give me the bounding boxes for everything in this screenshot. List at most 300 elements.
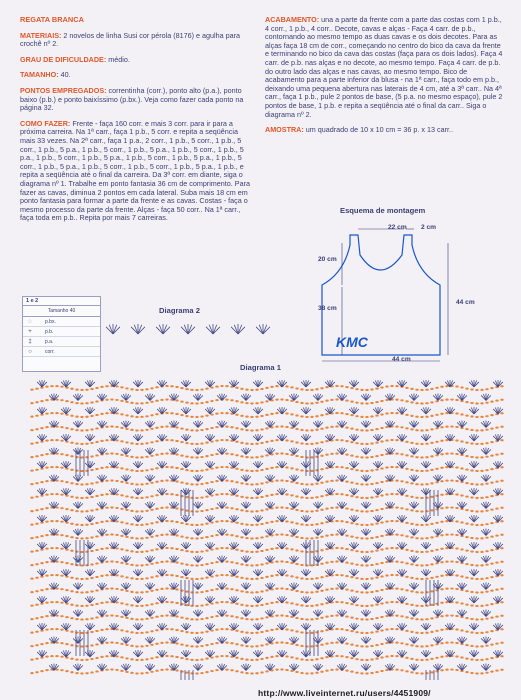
legend-symbol: +: [28, 328, 32, 335]
shell-stitch: [469, 434, 479, 441]
shell-stitch: [349, 380, 359, 387]
shell-stitch: [229, 569, 239, 576]
shell-stitch: [409, 448, 419, 455]
shell-stitch: [301, 623, 311, 630]
shell-stitch: [481, 610, 491, 617]
shell-stitch: [145, 448, 155, 455]
shell-stitch: [181, 650, 191, 657]
diagram-2-title: Diagrama 2: [159, 306, 200, 315]
source-url: http://www.liveinternet.ru/users/4451909/: [258, 688, 431, 698]
shell-stitch: [481, 637, 491, 644]
finishing-text: una a parte da frente com a parte das costas com 1 p.b., 4 corr., 1 p.b., 4 corr.. Decote, cavas e alças - Faça 4 carr. de p.b., contornando ao mesmo tempo as duas cavas e os dois decotes. Para as alças faça 18 cm de corr., começando no centro do bico da cava da frente e terminando no bico da cava das costas (faça para os dois lados). Faça 4 carr. de p.b. nas alças e no decote, ao mesmo tempo. Faça 4 carr. de p.b. do outro lado das alças e nas cavas, ao mesmo tempo. Bico de acabamento para a parte inferior da blusa - na 1ª carr., faça todo em p.b., deixando uma pequena abertura nas laterais de 4 cm, até a 3ª carr.. Na 4ª carr., faça 1 p.b., pule 2 pontos de base, (5 p.a. no mesmo espaço), pule 2 pontos de base, 1 p.b. e repita a seqüência até o final da carr.. Siga o diagrama nº 2.: [265, 15, 503, 119]
shell-stitch: [205, 596, 215, 603]
shell-stitch: [373, 542, 383, 549]
shell-stitch: [193, 502, 203, 509]
stitches-text: correntinha (corr.), ponto alto (p.a.), ponto baixo (p.b.) e ponto baixíssimo (p.bx.). Veja como fazer cada ponto na página 32.: [20, 85, 244, 113]
shell-stitch: [361, 583, 371, 590]
shell-stitch: [133, 380, 143, 387]
shell-stitch: [37, 380, 47, 387]
shell-stitch: [85, 515, 95, 522]
shell-stitch: [481, 502, 491, 509]
shell-stitch: [121, 394, 131, 401]
shell-stitch: [253, 434, 263, 441]
shell-stitch: [289, 421, 299, 428]
legend-row: [23, 337, 100, 347]
instructions-section: [20, 120, 252, 223]
shell-stitch: [409, 583, 419, 590]
shell-stitch: [229, 461, 239, 468]
shell-stitch: [121, 583, 131, 590]
shell-stitch: [145, 610, 155, 617]
shell-stitch: [361, 448, 371, 455]
shell-stitch: [409, 637, 419, 644]
shell-stitch: [241, 529, 251, 536]
finishing-section: [265, 16, 505, 119]
shell-stitch: [85, 434, 95, 441]
shell-stitch: [241, 610, 251, 617]
shell-stitch: [481, 583, 491, 590]
shell-stitch: [85, 488, 95, 495]
dim-width: 44 cm: [392, 356, 411, 363]
shell-stitch: [313, 394, 323, 401]
shell-stitch: [205, 380, 215, 387]
shell-stitch: [409, 664, 419, 671]
shell-stitch: [121, 448, 131, 455]
shell-stitch: [265, 664, 275, 671]
shell-stitch: [457, 394, 467, 401]
shell-stitch: [349, 461, 359, 468]
size-section: [20, 71, 252, 80]
shell-stitch: [229, 434, 239, 441]
shell-stitch: [361, 394, 371, 401]
shell-stitch: [313, 502, 323, 509]
shell-stitch: [241, 664, 251, 671]
shell-stitch: [469, 542, 479, 549]
gauge-heading: AMOSTRA:: [265, 125, 304, 135]
shell-stitch: [145, 664, 155, 671]
materials-heading: MATERIAIS:: [20, 30, 62, 40]
shell-stitch: [193, 664, 203, 671]
shell-stitch: [241, 394, 251, 401]
legend-label: p.bx.: [45, 318, 56, 325]
stitch-legend: [22, 296, 101, 372]
shell-stitch: [37, 569, 47, 576]
diagram-1-title: Diagrama 1: [240, 363, 281, 372]
shell-stitch: [205, 434, 215, 441]
shell-stitch: [241, 583, 251, 590]
shell-stitch: [73, 475, 83, 482]
shell-stitch: [241, 475, 251, 482]
shell-stitch: [241, 448, 251, 455]
shell-stitch: [289, 664, 299, 671]
legend-symbol: ○: [28, 348, 32, 355]
shell-stitch: [181, 542, 191, 549]
shell-stitch: [253, 515, 263, 522]
difficulty-text: médio.: [108, 54, 130, 64]
difficulty-heading: GRAU DE DIFICULDADE:: [20, 54, 107, 64]
shell-stitch: [181, 407, 191, 414]
shell-stitch: [133, 461, 143, 468]
shell-stitch: [205, 488, 215, 495]
shell-stitch: [181, 515, 191, 522]
shell-stitch: [37, 623, 47, 630]
shell-stitch: [361, 637, 371, 644]
shell-stitch: [133, 569, 143, 576]
size-text: 40.: [60, 70, 71, 80]
shell-stitch: [85, 569, 95, 576]
shell-stitch: [373, 515, 383, 522]
shell-stitch: [289, 610, 299, 617]
shell-stitch: [121, 502, 131, 509]
shell-stitch: [241, 502, 251, 509]
shell-stitch: [481, 529, 491, 536]
shell-stitch: [349, 542, 359, 549]
dim-height: 44 cm: [456, 299, 475, 306]
shell-stitch: [241, 556, 251, 563]
shell-stitch: [193, 610, 203, 617]
shell-stitch: [229, 542, 239, 549]
shell-stitch: [73, 610, 83, 617]
shell-stitch: [361, 421, 371, 428]
shell-stitch: [265, 583, 275, 590]
shell-stitch: [457, 502, 467, 509]
dim-strap: 2 cm: [421, 224, 437, 231]
shell-stitch: [265, 394, 275, 401]
shell-stitch: [205, 623, 215, 630]
shell-stitch: [133, 488, 143, 495]
shell-stitch: [85, 596, 95, 603]
shell-stitch: [37, 407, 47, 414]
shell-stitch: [121, 637, 131, 644]
shell-stitch: [373, 407, 383, 414]
stitches-section: [20, 87, 252, 113]
shell-stitch: [361, 502, 371, 509]
shell-stitch: [265, 421, 275, 428]
finishing-heading: ACABAMENTO:: [265, 15, 320, 24]
shell-stitch: [361, 664, 371, 671]
shell-stitch: [349, 569, 359, 576]
shell-stitch: [457, 637, 467, 644]
shell-stitch: [37, 650, 47, 657]
legend-row: [23, 347, 100, 357]
shell-stitch: [253, 461, 263, 468]
shell-stitch: [421, 407, 431, 414]
shell-stitch: [349, 596, 359, 603]
shell-stitch: [181, 461, 191, 468]
shell-stitch: [301, 488, 311, 495]
shell-stitch: [373, 380, 383, 387]
chain-row: [30, 655, 503, 661]
shell-stitch: [373, 596, 383, 603]
dim-neckline: 22 cm: [388, 224, 407, 231]
shell-stitch: [85, 623, 95, 630]
shell-stitch: [253, 569, 263, 576]
shell-stitch: [73, 583, 83, 590]
shell-stitch: [181, 623, 191, 630]
shell-stitch: [121, 610, 131, 617]
shell-stitch: [253, 380, 263, 387]
chain-row: [30, 628, 503, 634]
shell-stitch: [193, 394, 203, 401]
shell-stitch: [133, 407, 143, 414]
shell-stitch: [409, 610, 419, 617]
shell-stitch: [361, 529, 371, 536]
shell-stitch: [349, 650, 359, 657]
shell-stitch: [181, 596, 191, 603]
shell-stitch: [373, 623, 383, 630]
shell-stitch: [145, 502, 155, 509]
shell-stitch: [145, 583, 155, 590]
chain-row: [30, 574, 503, 580]
shell-stitch: [229, 650, 239, 657]
shell-stitch: [289, 475, 299, 482]
diagram-2-edging: [103, 318, 273, 338]
shell-stitch: [85, 542, 95, 549]
shell-stitch: [121, 664, 131, 671]
shell-stitch: [73, 448, 83, 455]
shell-stitch: [193, 583, 203, 590]
chain-row: [30, 439, 503, 445]
shell-stitch: [265, 556, 275, 563]
shell-stitch: [469, 461, 479, 468]
shell-stitch: [313, 610, 323, 617]
shell-stitch: [73, 637, 83, 644]
edging-fan: [156, 324, 170, 334]
edging-fan: [131, 324, 145, 334]
shell-stitch: [121, 529, 131, 536]
shell-stitch: [145, 556, 155, 563]
shell-stitch: [205, 461, 215, 468]
shell-stitch: [289, 583, 299, 590]
shell-stitch: [253, 596, 263, 603]
edging-fan: [256, 324, 270, 334]
shell-stitch: [301, 380, 311, 387]
pattern-title: REGATA BRANCA: [20, 15, 84, 24]
shell-stitch: [121, 421, 131, 428]
tank-top-schematic: [300, 215, 490, 365]
legend-row: [23, 317, 100, 327]
shell-stitch: [421, 569, 431, 576]
shell-stitch: [481, 664, 491, 671]
shell-stitch: [229, 596, 239, 603]
shell-stitch: [421, 380, 431, 387]
shell-stitch: [301, 434, 311, 441]
shell-stitch: [193, 529, 203, 536]
shell-stitch: [313, 421, 323, 428]
shell-stitch: [73, 394, 83, 401]
shell-stitch: [37, 596, 47, 603]
shell-stitch: [133, 434, 143, 441]
shell-stitch: [421, 650, 431, 657]
legend-symbol: ◌: [28, 318, 32, 325]
instructions-heading: COMO FAZER:: [20, 118, 71, 128]
legend-label: corr.: [45, 348, 55, 355]
shell-stitch: [85, 380, 95, 387]
shell-stitch: [73, 664, 83, 671]
shell-stitch: [181, 380, 191, 387]
shell-stitch: [373, 569, 383, 576]
shell-stitch: [373, 434, 383, 441]
shell-stitch: [37, 515, 47, 522]
shell-stitch: [73, 421, 83, 428]
shell-stitch: [349, 515, 359, 522]
shell-stitch: [469, 650, 479, 657]
brand-logo: KMC: [336, 334, 368, 350]
shell-stitch: [349, 623, 359, 630]
shell-stitch: [313, 529, 323, 536]
shell-stitch: [145, 475, 155, 482]
shell-stitch: [349, 488, 359, 495]
edging-fan: [231, 324, 245, 334]
shell-stitch: [469, 407, 479, 414]
legend-label: p.b.: [45, 328, 54, 335]
shell-stitch: [229, 407, 239, 414]
chain-row: [30, 493, 503, 499]
difficulty-section: [20, 56, 252, 65]
shell-stitch: [145, 394, 155, 401]
instructions-text: Frente - faça 160 corr. e mais 3 corr. para ir para a próxima carreira. Na 1ª carr., faça 1 p.b., 5 corr. e repita a seqüência mais 33 vezes. Na 2ª carr., faça 1 p.a., 2 corr., 1 p.b., 5 corr., 1 p.b., 5 corr., 1 p.b., 5 p.a., 1 p.b., 5 corr., 1 p.b., 5 p.a., 1 p.b., 5 corr., 1 p.b., 5 p.a., 1 p.b., 5 corr., 1 p.b., 5 p.a., 1 p.b., 5 corr., 1 p.b., 5 p.a., 1 p.b., 5 corr., 1 p.b., 5 p.a., 1 p.b., 5 corr., 1 p.b., 5 corr., 1 p.b., 5 p.a., 1 p.b., e repita a seqüência até o final da carreira. Da 3ª corr. em diante, siga o diagrama nº 1. Trabalhe em ponto fantasia 36 cm de comprimento. Para fazer as cavas, diminua 2 pontos em cada lateral. Suba mais 18 cm em ponto fantasia para formar a parte da frente e as cavas. Costas - faça o mesmo processo da parte da frente. Alças - faça 50 corr.. Na 1ª carr., faça toda em p.b.. Repita por mais 7 carreiras.: [20, 118, 250, 223]
chain-row: [30, 520, 503, 526]
schema-title: Esquema de montagem: [340, 206, 426, 215]
shell-stitch: [373, 488, 383, 495]
shell-stitch: [361, 610, 371, 617]
size-heading: TAMANHO:: [20, 70, 59, 80]
shell-stitch: [253, 650, 263, 657]
chain-row: [30, 466, 503, 472]
shell-stitch: [349, 434, 359, 441]
shell-stitch: [85, 461, 95, 468]
stitches-heading: PONTOS EMPREGADOS:: [20, 85, 107, 95]
shell-stitch: [37, 434, 47, 441]
shell-stitch: [205, 542, 215, 549]
shell-stitch: [133, 596, 143, 603]
shell-stitch: [73, 502, 83, 509]
right-column: [265, 16, 505, 142]
shell-stitch: [181, 488, 191, 495]
shell-stitch: [205, 515, 215, 522]
shell-stitch: [409, 475, 419, 482]
shell-stitch: [121, 556, 131, 563]
shell-stitch: [421, 542, 431, 549]
legend-row: [23, 327, 100, 337]
shell-stitch: [421, 434, 431, 441]
shell-stitch: [313, 664, 323, 671]
shell-stitch: [349, 407, 359, 414]
shell-stitch: [265, 448, 275, 455]
shell-stitch: [205, 407, 215, 414]
shell-stitch: [457, 610, 467, 617]
shell-stitch: [265, 475, 275, 482]
materials-section: [20, 32, 252, 49]
shell-stitch: [301, 515, 311, 522]
shell-stitch: [193, 637, 203, 644]
shell-stitch: [85, 650, 95, 657]
shell-stitch: [37, 461, 47, 468]
edging-fan: [106, 324, 120, 334]
shell-stitch: [409, 394, 419, 401]
shell-stitch: [229, 380, 239, 387]
shell-stitch: [205, 650, 215, 657]
shell-stitch: [373, 650, 383, 657]
shell-stitch: [361, 475, 371, 482]
shell-stitch: [457, 583, 467, 590]
shell-stitch: [289, 394, 299, 401]
shell-stitch: [253, 623, 263, 630]
shell-stitch: [301, 569, 311, 576]
dim-body-length: 38 cm: [318, 305, 337, 312]
shell-stitch: [73, 556, 83, 563]
edging-fan: [206, 324, 220, 334]
shell-stitch: [469, 596, 479, 603]
shell-stitch: [121, 475, 131, 482]
shell-stitch: [409, 556, 419, 563]
shell-stitch: [409, 421, 419, 428]
shell-stitch: [289, 502, 299, 509]
shell-stitch: [421, 461, 431, 468]
shell-stitch: [133, 542, 143, 549]
shell-stitch: [229, 515, 239, 522]
shell-stitch: [265, 502, 275, 509]
shell-stitch: [421, 515, 431, 522]
shell-stitch: [193, 448, 203, 455]
shell-stitch: [469, 488, 479, 495]
shell-stitch: [193, 556, 203, 563]
shell-stitch: [457, 556, 467, 563]
legend-label: p.a.: [45, 338, 54, 345]
legend-subheader: Tamanho 40: [23, 306, 100, 317]
shell-stitch: [457, 448, 467, 455]
shell-stitch: [265, 637, 275, 644]
left-column: [20, 16, 252, 230]
shell-stitch: [409, 529, 419, 536]
shell-stitch: [481, 475, 491, 482]
shell-stitch: [85, 407, 95, 414]
shell-stitch: [229, 623, 239, 630]
shell-stitch: [193, 475, 203, 482]
legend-symbol: ‡: [28, 338, 32, 345]
shell-stitch: [193, 421, 203, 428]
shell-stitch: [73, 529, 83, 536]
gauge-section: [265, 126, 505, 135]
shell-stitch: [133, 650, 143, 657]
shell-stitch: [481, 448, 491, 455]
shell-stitch: [409, 502, 419, 509]
shell-stitch: [145, 637, 155, 644]
edging-fan: [181, 324, 195, 334]
shell-stitch: [457, 475, 467, 482]
gauge-text: um quadrado de 10 x 10 cm = 36 p. x 13 carr..: [305, 125, 453, 135]
chain-row: [30, 547, 503, 553]
shell-stitch: [469, 380, 479, 387]
shell-stitch: [229, 488, 239, 495]
shell-stitch: [253, 542, 263, 549]
shell-stitch: [289, 448, 299, 455]
shell-stitch: [205, 569, 215, 576]
shell-stitch: [145, 421, 155, 428]
shell-stitch: [37, 488, 47, 495]
chain-row: [30, 412, 503, 418]
chain-row: [30, 601, 503, 607]
shell-stitch: [37, 542, 47, 549]
shell-stitch: [289, 529, 299, 536]
shell-stitch: [421, 623, 431, 630]
shell-stitch: [457, 529, 467, 536]
shell-stitch: [373, 461, 383, 468]
shell-stitch: [457, 664, 467, 671]
shell-stitch: [265, 610, 275, 617]
shell-stitch: [265, 529, 275, 536]
legend-header: 1 e 2: [23, 297, 100, 306]
